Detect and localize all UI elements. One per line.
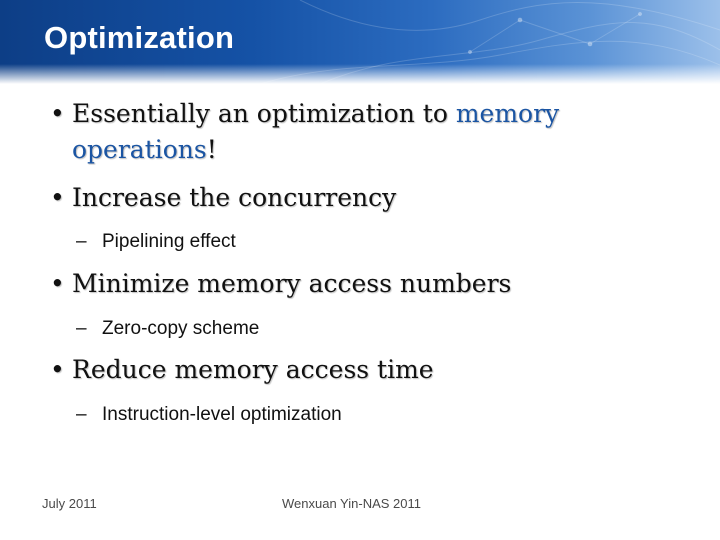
sub-bullet-marker: – bbox=[76, 318, 87, 339]
bullet-marker: • bbox=[50, 99, 65, 128]
bullet-1-accent-operations: operations bbox=[72, 135, 207, 164]
sub-bullet-marker: – bbox=[76, 231, 87, 252]
bullet-3 bbox=[50, 266, 511, 302]
sub-bullet-4 bbox=[76, 404, 342, 426]
bullet-4 bbox=[50, 352, 434, 388]
bullet-1 bbox=[50, 96, 559, 168]
bullet-2 bbox=[50, 180, 396, 216]
slide-title: Optimization bbox=[44, 20, 235, 55]
bullet-marker: • bbox=[50, 269, 65, 298]
bullet-3-text: Minimize memory access numbers bbox=[72, 269, 512, 298]
sub-bullet-marker: – bbox=[76, 404, 87, 425]
bullet-marker: • bbox=[50, 355, 65, 384]
bullet-4-text: Reduce memory access time bbox=[72, 355, 434, 384]
bullet-1-accent-memory: memory bbox=[455, 99, 560, 128]
footer-author: Wenxuan Yin-NAS 2011 bbox=[282, 496, 421, 511]
bullet-1-exclamation: ! bbox=[206, 135, 217, 164]
sub-bullet-2 bbox=[76, 231, 236, 253]
footer-date: July 2011 bbox=[42, 496, 97, 511]
bullet-marker: • bbox=[50, 183, 65, 212]
sub-bullet-3-text: Zero-copy scheme bbox=[102, 318, 260, 339]
bullet-1-text: Essentially an optimization to bbox=[72, 99, 456, 128]
sub-bullet-3 bbox=[76, 318, 259, 340]
sub-bullet-2-text: Pipelining effect bbox=[102, 231, 236, 252]
bullet-2-text: Increase the concurrency bbox=[72, 183, 397, 212]
sub-bullet-4-text: Instruction-level optimization bbox=[102, 404, 342, 425]
